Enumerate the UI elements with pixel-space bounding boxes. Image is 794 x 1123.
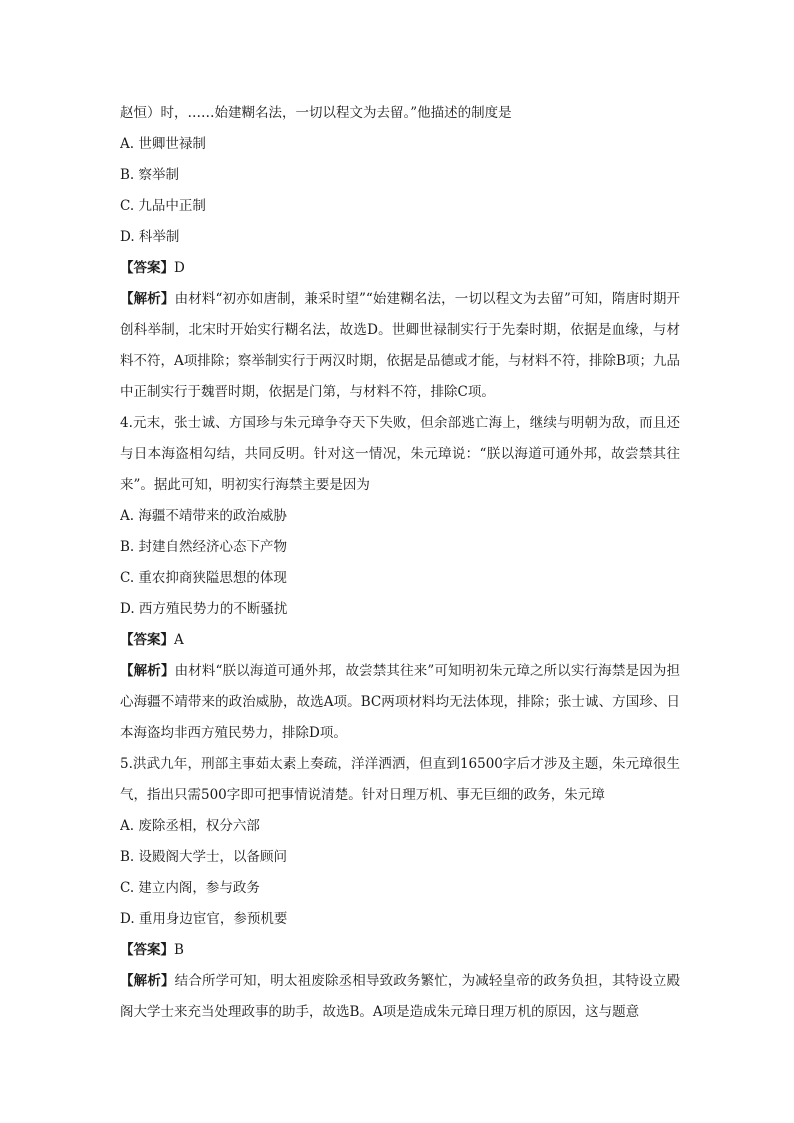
q3-answer-tag: 【答案】 xyxy=(120,260,174,276)
q5-option-b: B. 设殿阁大学士，以备顾问 xyxy=(120,849,288,865)
q4-analysis-text: 由材料“朕以海道可通外邦，故尝禁其往来”可知明初朱元璋之所以实行海禁是因为担心海疆不靖带来的政治威胁，故选A项。BC两项材料均无法体现，排除；张士诚、方国珍、日本海盗均非西方殖民势力，排除D项。 xyxy=(120,663,680,741)
q4-stem: 4.元末，张士诚、方国珍与朱元璋争夺天下失败，但余部逃亡海上，继续与明朝为敌，而且还与日本海盗相勾结，共同反明。针对这一情况，朱元璋说：“朕以海道可通外邦，故尝禁其往来”。据此可知，明初实行海禁主要是因为 xyxy=(120,415,680,493)
q4-answer-tag: 【答案】 xyxy=(120,632,174,648)
q3-option-c: C. 九品中正制 xyxy=(120,198,206,214)
q3-option-d: D. 科举制 xyxy=(120,229,180,245)
q4-option-c: C. 重农抑商狭隘思想的体现 xyxy=(120,570,287,586)
q4-option-b: B. 封建自然经济心态下产物 xyxy=(120,539,288,555)
q3-analysis xyxy=(120,284,680,408)
q3-answer-value: D xyxy=(174,260,185,276)
q5-analysis-tag: 【解析】 xyxy=(120,973,175,989)
q5-option-c: C. 建立内阁，参与政务 xyxy=(120,880,260,896)
q5-analysis-text: 结合所学可知，明太祖废除丞相导致政务繁忙，为减轻皇帝的政务负担，其特设立殿阁大学士来充当处理政事的助手，故选B。A项是造成朱元璋日理万机的原因，这与题意 xyxy=(120,973,681,1020)
q3-analysis-tag: 【解析】 xyxy=(120,291,175,307)
q5-answer xyxy=(120,935,680,966)
q4-answer xyxy=(120,625,680,656)
q4-option-a: A. 海疆不靖带来的政治威胁 xyxy=(120,508,287,524)
q3-answer xyxy=(120,253,680,284)
q3-stem-tail: 赵恒）时，……始建糊名法，一切以程文为去留。”他描述的制度是 xyxy=(120,105,512,121)
q5-stem: 5.洪武九年，刑部主事茹太素上奏疏，洋洋洒洒，但直到16500字后才涉及主题，朱元璋很生气，指出只需500字即可把事情说清楚。针对日理万机、事无巨细的政务，朱元璋 xyxy=(120,756,680,803)
q3-option-b: B. 察举制 xyxy=(120,167,180,183)
q5-answer-tag: 【答案】 xyxy=(120,942,174,958)
q5-option-a: A. 废除丞相，权分六部 xyxy=(120,818,260,834)
q5-option-d: D. 重用身边宦官，参预机要 xyxy=(120,911,288,927)
q4-answer-value: A xyxy=(174,632,184,648)
q4-option-d: D. 西方殖民势力的不断骚扰 xyxy=(120,601,288,617)
q4-analysis xyxy=(120,656,680,749)
q5-answer-value: B xyxy=(174,942,184,958)
q3-option-a: A. 世卿世禄制 xyxy=(120,136,206,152)
q4-analysis-tag: 【解析】 xyxy=(120,663,175,679)
q5-analysis xyxy=(120,966,680,1028)
q3-analysis-text: 由材料“初亦如唐制，兼采时望”“始建糊名法，一切以程文为去留”可知，隋唐时期开创科举制，北宋时开始实行糊名法，故选D。世卿世禄制实行于先秦时期，依据是血缘，与材料不符，A项排除；察举制实行于两汉时期，依据是品德或才能，与材料不符，排除B项；九品中正制实行于魏晋时期，依据是门第，与材料不符，排除C项。 xyxy=(120,291,680,400)
document-page xyxy=(120,98,680,1028)
